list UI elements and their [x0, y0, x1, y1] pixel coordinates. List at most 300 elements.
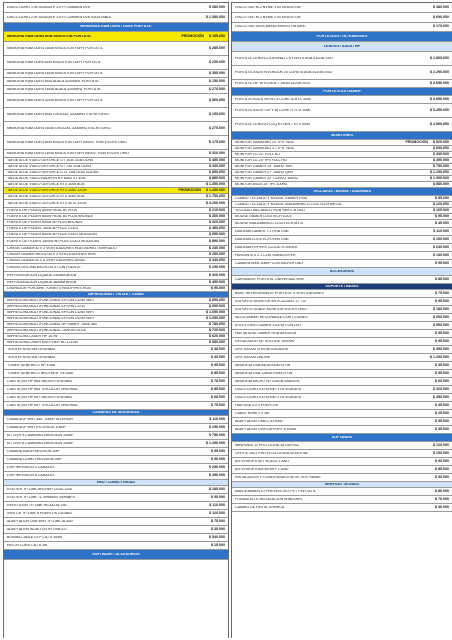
product-price: $ 150.000 [209, 78, 225, 83]
product-price: $ 490.000 [433, 158, 449, 162]
price-row [4, 440, 228, 448]
price-row [232, 3, 452, 13]
product-name: DISIPADOR POR AIRE TORRE 4 HEATPIPES RGB [7, 286, 91, 290]
product-price: $ 5.290.000 [430, 107, 449, 112]
product-name: CÁMARA BALA HIKVISION 2MP [7, 449, 60, 453]
product-name: TARJETA DE VIDEO GEFORCE RTX 3060 12GB [7, 188, 87, 192]
product-name: IMPRESORA MULTIFUNCIONAL EPSON L4260 WIFI [7, 310, 94, 314]
product-name: TINTA EPSON 504 ORIGINAL [7, 355, 56, 359]
product-price: $ 90.000 [211, 456, 225, 461]
product-name: DIADEMA GAMER 7.1 RGB USB [235, 229, 289, 233]
product-name: BASE REFRIGERANTE PORTÁTIL 5 VENTILADORES [235, 291, 324, 295]
product-name: CHASIS GAMER ATX 6 VENTILADORES ARGB [7, 258, 85, 262]
price-row [232, 410, 452, 418]
product-price: $ 355.000 [209, 70, 225, 75]
price-row [4, 448, 228, 456]
product-name: DIADEMA LOGITECH H390 USB [235, 237, 289, 241]
product-name: CÁMARA IP WIFI EXTERIOR 1080P [7, 425, 66, 429]
price-row [4, 494, 228, 502]
product-name: IMPRESORA MULTIFUNCIONAL EPSON L3210 [7, 304, 86, 308]
product-name: PARLANTES 2.1 CON SUBWOOFER [235, 253, 296, 257]
product-name: DIADEMA HYPERX CLOUD STINGER [235, 245, 298, 249]
product-name: PORTÁTIL LENOVO LOQ RYZEN 7 RTX 4050 [235, 122, 311, 126]
product-price: $ 95.000 [211, 494, 225, 499]
section-title: SOFTWARE [331, 435, 353, 439]
product-price: $ 590.000 [433, 322, 449, 327]
price-row [232, 104, 452, 118]
product-price: $ 230.000 [209, 246, 225, 250]
product-price: $ 620.000 [209, 334, 225, 338]
product-price: $ 2.690.000 [430, 80, 449, 85]
product-price: $ 320.000 [209, 272, 225, 277]
product-price: $ 155.000 [209, 33, 225, 38]
product-name: COMBO TECLADO Y MOUSE INALÁMBRICO LOGITECH MK235 [235, 202, 342, 206]
price-row [4, 70, 228, 78]
product-price: $ 95.000 [211, 448, 225, 453]
section-title: IMPRESORAS / TINTAS / TÓNER [88, 292, 144, 296]
price-row [232, 13, 452, 23]
product-name: PATCH CORD CAT 6 3M [7, 543, 48, 547]
section-title: MONITORES [331, 133, 353, 137]
product-name: CÁMARA DOMO HIKVISION 2MP [7, 457, 62, 461]
product-name: CARTUCHO HP 664 TRICOLOR ORIGINAL [7, 387, 78, 391]
price-row [232, 370, 452, 378]
price-row [232, 394, 452, 402]
product-price: $ 250.000 [209, 252, 225, 256]
product-price: $ 2.290.000 [430, 69, 449, 74]
product-name: FUENTE DE PODER 600W REAL 80 PLUS BRONZE [7, 214, 94, 218]
product-name: SOPORTE DOBLE MONITOR ESCRITORIO [235, 307, 307, 311]
price-row [232, 458, 452, 466]
product-name: TINTA EPSON 544 ORIGINAL [7, 347, 56, 351]
product-price: $ 330.000 [209, 164, 225, 168]
product-price: $ 15.000 [211, 542, 225, 547]
product-price: $ 590.000 [209, 340, 225, 344]
product-price: $ 190.000 [209, 424, 225, 429]
product-price: $ 390.000 [209, 472, 225, 477]
section-header [232, 42, 452, 52]
price-row [232, 488, 452, 496]
product-name: ROUTER TP-LINK ARCHER C6 AC1200 [7, 487, 73, 491]
product-price: $ 450.000 [209, 280, 225, 284]
product-price: $ 320.000 [209, 150, 225, 155]
product-price: $ 35.000 [435, 362, 449, 367]
price-row [232, 23, 452, 32]
product-price: $ 38.000 [211, 346, 225, 351]
price-row [4, 456, 228, 464]
product-name: TARJETA DE VIDEO GEFORCE RTX 4060 8GB [7, 194, 85, 198]
product-name: SWITCH TP-LINK 8 PUERTOS GIGABIT [7, 511, 73, 515]
product-price: $ 95.000 [435, 338, 449, 343]
section-title: MEMORIAS RAM DDR4 / DDR5 PORTÁTIL [80, 25, 152, 29]
price-row [4, 402, 228, 410]
product-name: CÁMARA IP WIFI 360° 1080P INTERIOR [7, 417, 74, 421]
promo-tag: PROMOCIÓN [181, 33, 204, 38]
product-name: MOUSE INALÁMBRICO LOGITECH M170 [235, 221, 304, 225]
product-name: MONITOR LG 24" IPS FULL HD [235, 158, 287, 162]
product-price: $ 75.000 [211, 402, 225, 407]
product-name: MEMORIA MICRO SD 128GB SANDISK [235, 379, 300, 383]
product-name: DVR HIKVISION 4 CANALES [7, 465, 55, 469]
product-name: MEMORIA RAM DDR5 16GB KINGSTON FURY PORTÁTIL [7, 71, 103, 75]
product-price: $ 1.290.000 [206, 440, 225, 445]
product-name: FUENTE DE PODER 1000W 80 PLUS GOLD MODULAR [7, 239, 100, 243]
section-header [232, 434, 452, 442]
product-name: MONITOR LG 22" FULL HD [235, 152, 280, 156]
left-column [3, 2, 229, 638]
price-row [4, 416, 228, 424]
product-price: $ 1.250.000 [206, 316, 225, 320]
product-price: $ 90.000 [435, 458, 449, 463]
price-row [4, 472, 228, 480]
price-row [4, 378, 228, 386]
price-row [4, 200, 228, 208]
product-name: UPS 2000VA ONLINE [235, 355, 271, 359]
product-price: $ 430.000 [433, 152, 449, 156]
product-price: $ 80.000 [435, 488, 449, 493]
price-row [232, 244, 452, 252]
price-row [232, 66, 452, 80]
promo-tag: PROMOCIÓN [405, 140, 428, 144]
price-row [232, 290, 452, 298]
product-price: $ 110.000 [209, 416, 225, 421]
product-price: $ 720.000 [209, 328, 225, 332]
product-price: $ 1.350.000 [206, 182, 225, 186]
product-name: CARGADOR PORTÁTIL UNIVERSAL 90W [235, 277, 304, 281]
product-price: $ 75.000 [211, 518, 225, 523]
product-price: $ 540.000 [209, 534, 225, 539]
price-row [4, 526, 228, 534]
product-name: TARJETA DE VIDEO GEFORCE GTX 1650 4GB GDDR6 [7, 170, 99, 174]
price-row [4, 502, 228, 510]
product-name: CARTUCHO HP 667 NEGRO ORIGINAL [7, 395, 73, 399]
product-name: MONITOR SAMSUNG 24" IPS 75HZ [235, 140, 294, 144]
product-name: MEMORIA RAM DDR4 16GB KINGSTON FURY BEAST RGB ESCRITORIO [7, 151, 130, 155]
price-row [232, 496, 452, 504]
product-name: FORMATEO E INSTALACIÓN WINDOWS [235, 497, 303, 501]
product-price: $ 230.000 [209, 59, 225, 64]
product-name: MEMORIA RAM DDR4 8GB ADATA 3200MHZ PORTÁTIL [7, 79, 100, 83]
section-header [232, 188, 452, 196]
product-name: CAMBIO DE PASTA TÉRMICA [235, 505, 285, 509]
product-name: PORTÁTIL ASUS TUF F15 CORE I7 RTX 4060 [235, 108, 311, 112]
product-price: $ 1.450.000 [206, 188, 225, 192]
price-row [232, 96, 452, 104]
product-price: $ 50.000 [435, 474, 449, 479]
product-name: ROUTER TP-LINK TL-WR840N 300MBPS [7, 495, 75, 499]
price-row [4, 32, 228, 42]
product-price: $ 120.000 [433, 442, 449, 447]
product-name: DISCO DURO EXTERNO 2TB SEAGATE [235, 395, 302, 399]
price-row [4, 13, 228, 23]
product-name: MONITOR GAMER 24" 165HZ 1MS [235, 164, 293, 168]
product-price: $ 95.000 [435, 214, 449, 218]
price-row [4, 510, 228, 518]
product-price: $ 170.000 [433, 24, 449, 29]
section-header [4, 550, 228, 560]
product-name: INSTALACIÓN Y CONFIGURACIÓN DE SOFTWARE [235, 475, 321, 479]
product-name: ADAPTADOR USB WIFI TP-LINK AC600 [7, 519, 73, 523]
product-price: $ 690.000 [433, 14, 449, 19]
price-row [232, 354, 452, 362]
product-name: REGULADOR DE VOLTAJE 1000VA [235, 339, 294, 343]
product-price: $ 55.000 [435, 370, 449, 375]
product-price: $ 4.590.000 [430, 121, 449, 126]
price-row [4, 486, 228, 494]
section-header [232, 88, 452, 96]
price-row [232, 504, 452, 512]
product-name: OFFICE 2021 PRO PLUS LICENCIA DIGITAL [235, 451, 309, 455]
product-name: PAD MOUSE GAMER RGB 80X30CM [235, 331, 297, 335]
product-price: $ 210.000 [209, 208, 225, 212]
product-name: MEMORIA RAM DDR4 16GB KINGSTON FURY PORTÁTIL [7, 46, 103, 50]
price-row [4, 534, 228, 542]
product-name: CABLE HDMI 2.0 3M [235, 411, 269, 415]
product-price: $ 120.000 [209, 510, 225, 515]
price-row [232, 330, 452, 338]
product-price: $ 35.000 [211, 526, 225, 531]
product-name: TÓNER GENÉRICO HP 105A [7, 363, 56, 367]
product-price: $ 285.000 [209, 45, 225, 50]
product-name: IMPRESORA MULTIFUNCIONAL HP SMART TANK 580 [7, 322, 98, 326]
price-row [4, 108, 228, 122]
product-name: PORTÁTIL LENOVO IDEAPAD 1 RYZEN 5 8GB 512GB SSD [235, 56, 333, 60]
product-name: IMPRESORA LÁSER HP 107W [7, 334, 58, 338]
product-price: $ 95.000 [435, 260, 449, 265]
product-price: $ 85.000 [211, 370, 225, 375]
product-name: MONITOR SAMSUNG 27" IPS 75HZ [235, 146, 294, 150]
product-price: $ 280.000 [209, 464, 225, 469]
product-name: CARTUCHO HP 667 TRICOLOR ORIGINAL [7, 403, 78, 407]
product-name: MEMORIA RAM DDR4 16GB CRUCIAL 3200MHZ ESCRITORIO [7, 126, 111, 130]
product-price: $ 750.000 [433, 164, 449, 168]
price-row [232, 418, 452, 426]
product-name: MONITOR ASUS 24" IPS 100HZ [235, 182, 288, 186]
price-row [4, 238, 228, 246]
product-price: $ 270.000 [209, 86, 225, 91]
product-price: $ 175.000 [209, 139, 225, 144]
product-price: $ 55.000 [435, 330, 449, 335]
product-name: DISCO SSD SATA 480GB KINGSTON A400 [235, 25, 306, 29]
product-name: TÓNER GENÉRICO BROTHER TN-1060 [7, 371, 74, 375]
product-price: $ 780.000 [209, 322, 225, 326]
product-price: $ 70.000 [435, 496, 449, 501]
price-row [232, 306, 452, 314]
product-price: $ 40.000 [435, 504, 449, 509]
product-price: $ 120.000 [433, 202, 449, 206]
price-row [232, 378, 452, 386]
product-price: $ 75.000 [435, 290, 449, 295]
price-row [4, 542, 228, 550]
product-name: FUENTE DE PODER 500W REAL 80 PLUS [7, 208, 78, 212]
price-list-sheet [3, 2, 449, 638]
promo-tag: PROMOCIÓN [178, 188, 201, 192]
price-row [232, 236, 452, 244]
product-name: ADAPTADOR DISPLAYPORT A HDMI [235, 427, 297, 431]
price-row [4, 122, 228, 136]
product-price: $ 580.000 [433, 182, 449, 186]
product-name: REFRIGERACIÓN LÍQUIDA 360MM ARGB [7, 280, 77, 284]
price-row [4, 464, 228, 472]
product-name: BOBINA CABLE UTP CAT 6 305M [7, 535, 63, 539]
product-price: $ 3.200.000 [206, 200, 225, 205]
product-price: $ 35.000 [435, 426, 449, 431]
product-name: DISCO DURO 2TB SEAGATE 3.5 P/ CÁMARA DVR AJUSTABLE [7, 15, 112, 19]
product-name: SOPORTE MONITOR ARTICULADO 17"-32" [235, 299, 308, 303]
product-price: $ 150.000 [209, 264, 225, 269]
section-title: CÁMARAS DE SEGURIDAD [92, 410, 140, 414]
section-title: PORTÁTILES / ULTRABOOKS [316, 34, 368, 38]
product-name: PORTÁTIL ACER NITRO 5 CORE I5 RTX 3050 [235, 97, 311, 101]
product-name: TARJETA DE VIDEO RADEON RX 6500 XT 4GB [7, 176, 86, 180]
price-row [4, 3, 228, 13]
product-price: $ 185.000 [209, 486, 225, 491]
price-row [4, 150, 228, 158]
product-name: FUENTE DE PODER 850W 80 PLUS GOLD MODULAR [7, 232, 98, 236]
product-name: IMPRESORA MULTIFUNCIONAL EPSON L5290 WIFI [7, 316, 94, 320]
product-price: $ 25.000 [435, 410, 449, 415]
product-price: $ 880.000 [209, 176, 225, 180]
product-price: $ 1.190.000 [430, 170, 449, 174]
product-name: TARJETA DE VIDEO GEFORCE RTX 3050 8GB [7, 182, 85, 186]
price-row [232, 118, 452, 132]
price-row [232, 474, 452, 482]
product-name: SILLA GAMER RECLINABLE CON COJINES [235, 315, 308, 319]
price-row [232, 298, 452, 306]
product-price: $ 690.000 [209, 304, 225, 308]
product-price: $ 980.000 [209, 4, 225, 9]
product-price: $ 890.000 [209, 238, 225, 243]
product-price: $ 3.690.000 [430, 96, 449, 101]
price-row [232, 338, 452, 346]
product-price: $ 60.000 [435, 378, 449, 383]
product-name: CHASIS GAMER MICRO ATX 4 VENTILADORES RGB [7, 252, 96, 256]
product-price: $ 130.000 [433, 252, 449, 257]
product-name: MEMORIA USB 64GB KINGSTON [235, 363, 291, 367]
section-title: SOFTWARE / ACCESORIOS [92, 552, 140, 556]
price-row [232, 220, 452, 228]
product-price: $ 45.000 [435, 402, 449, 407]
price-row [232, 80, 452, 88]
price-row [232, 322, 452, 330]
product-name: MEMORIA RAM DDR4 8GB CRUCIAL 3200MHZ ESCRITORIO [7, 112, 109, 116]
product-price: $ 150.000 [433, 236, 449, 241]
product-price: $ 40.000 [211, 354, 225, 359]
price-row [4, 136, 228, 150]
product-name: CHASIS GAMER ATX 3 VENTILADORES RGB VIDRIO TEMPLADO [7, 246, 117, 250]
price-row [232, 426, 452, 434]
section-title: SOPORTE / BASES [325, 284, 359, 288]
price-row [4, 42, 228, 56]
product-price: $ 390.000 [433, 346, 449, 351]
product-name: DISCO SSD M.2 NVME 2TB KINGSTON [235, 15, 301, 19]
product-name: TARJETA DE VIDEO GEFORCE GT 730 2GB DDR3 [7, 164, 92, 168]
product-name: MONITOR GAMER 27" 165HZ QHD [235, 170, 294, 174]
product-price: $ 150.000 [433, 450, 449, 455]
product-name: PORTÁTIL HP 15 RYZEN 7 16GB 512GB SSD [235, 81, 311, 85]
product-price: $ 85.000 [435, 276, 449, 281]
price-row [4, 432, 228, 440]
section-title: ACCESORIOS [329, 269, 355, 273]
product-name: KIT DVR 4 CÁMARAS HIKVISION 1080P [7, 433, 74, 437]
section-title: SERVICIO TÉCNICO [324, 482, 360, 486]
price-row [4, 354, 228, 362]
product-price: $ 180.000 [433, 306, 449, 311]
product-name: ESCRITORIO GAMER 120CM CON LED [235, 323, 302, 327]
price-row [232, 314, 452, 322]
product-price: $ 260.000 [209, 214, 225, 218]
section-title: PORTÁTILES GAMER [323, 89, 361, 93]
product-price: $ 1.050.000 [206, 310, 225, 314]
price-row [4, 346, 228, 354]
product-name: IMPRESORA MULTIFUNCIONAL CANON G3110 [7, 328, 87, 332]
product-price: $ 85.000 [211, 386, 225, 391]
section-title: LENOVO / ASUS / HP [323, 44, 360, 48]
product-price: $ 650.000 [209, 232, 225, 236]
product-price: $ 55.000 [435, 418, 449, 423]
product-name: ANTIVIRUS ESET NOD32 1 AÑO [235, 459, 290, 463]
product-name: CARTUCHO HP 664 NEGRO ORIGINAL [7, 379, 73, 383]
product-name: HUB USB 3.0 4 PUERTOS [235, 403, 279, 407]
product-price: $ 560.000 [209, 97, 225, 102]
product-name: ADAPTADOR BLUETOOTH USB 5.0 [7, 527, 67, 531]
product-price: $ 690.000 [433, 314, 449, 319]
product-name: KIT DVR 8 CÁMARAS HIKVISION 1080P [7, 441, 74, 445]
product-name: CÁMARA WEB 1080P CON MICRÓFONO [235, 261, 304, 265]
price-row [232, 228, 452, 236]
product-price: $ 380.000 [433, 4, 449, 9]
product-price: $ 690.000 [433, 146, 449, 150]
product-name: REFRIGERACIÓN LÍQUIDA 240MM ARGB [7, 273, 77, 277]
price-row [232, 466, 452, 474]
price-row [232, 52, 452, 66]
product-price: $ 1.890.000 [430, 55, 449, 60]
product-price: $ 450.000 [209, 158, 225, 162]
product-name: MEMORIA RAM DDR4 16GB ADATA 3200MHZ PORTÁTIL [7, 87, 102, 91]
product-price: $ 78.000 [211, 378, 225, 383]
product-price: $ 68.000 [211, 394, 225, 399]
product-price: $ 480.000 [209, 226, 225, 230]
section-title: TECLADOS / MOUSE / DIADEMAS [312, 189, 372, 193]
product-name: TECLADO MECÁNICO RGB SWITCH RED [235, 208, 305, 212]
product-price: $ 890.000 [209, 170, 225, 174]
product-price: $ 520.000 [433, 140, 449, 144]
price-row [4, 56, 228, 70]
price-row [4, 424, 228, 432]
product-name: ADAPTADOR USB-C A HDMI [235, 419, 283, 423]
right-column [231, 2, 452, 638]
product-name: UPS 1000VA CON REGULADOR [235, 347, 289, 351]
product-price: $ 165.000 [433, 208, 449, 212]
price-row [4, 86, 228, 94]
section-header [232, 268, 452, 276]
product-name: MEMORIA RAM DDR4 8GB KINGSTON PORTÁTIL [7, 34, 92, 38]
price-row [4, 362, 228, 370]
product-name: DISCO DURO EXTERNO 1TB SEAGATE [235, 387, 302, 391]
product-name: MEMORIA USB 128GB KINGSTON [235, 371, 293, 375]
product-name: MEMORIA RAM DDR4 8GB KINGSTON FURY BEAST RGB ESCRITORIO [7, 140, 128, 144]
price-row [232, 346, 452, 354]
product-name: ANTIVIRUS KASPERSKY 1 AÑO [235, 467, 289, 471]
price-row [4, 78, 228, 86]
product-price: $ 230.000 [433, 244, 449, 249]
product-name: FUENTE DE PODER 650W 80 PLUS BRONZE [7, 220, 83, 224]
product-name: MOUSE GAMER LOGITECH G203 [235, 214, 292, 218]
price-row [232, 276, 452, 284]
product-price: $ 85.000 [435, 466, 449, 471]
price-row [4, 370, 228, 378]
section-header [232, 32, 452, 42]
